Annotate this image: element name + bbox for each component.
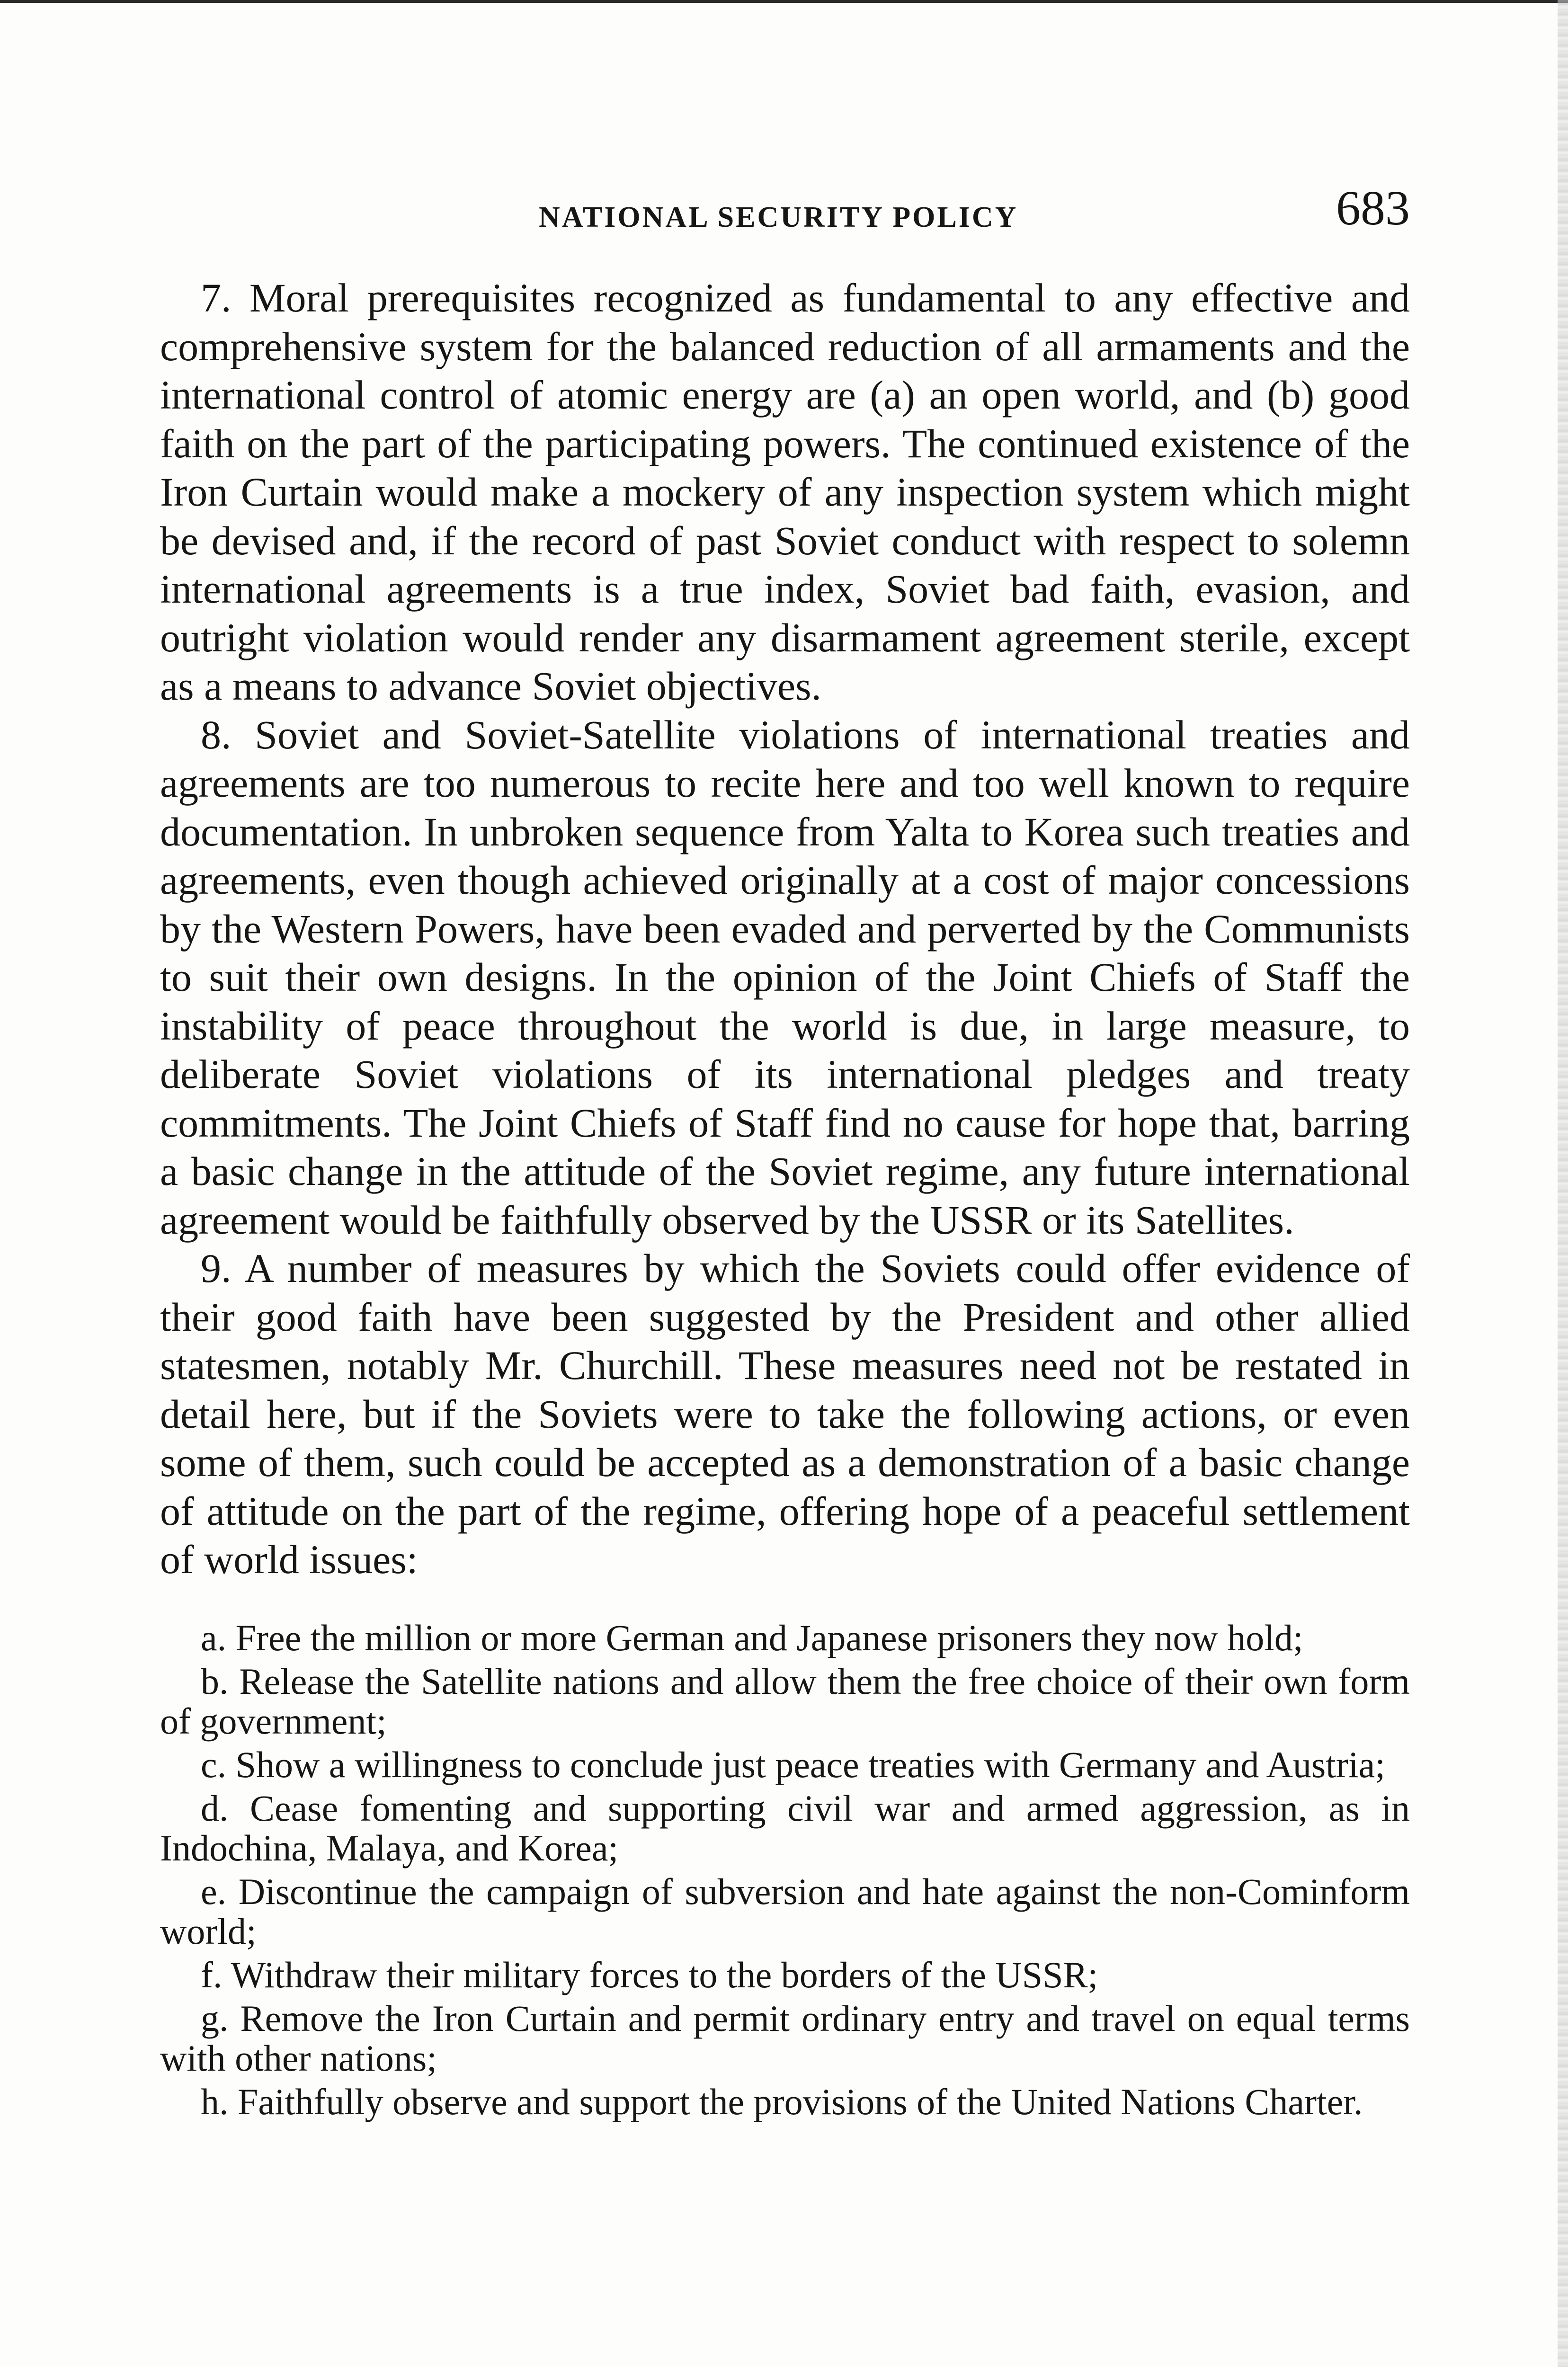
list-item: a. Free the million or more German and Japanese prisoners they now hold; [201, 1617, 1303, 1658]
page-header [160, 180, 1410, 251]
list-item: c. Show a willingness to conclude just peace treaties with Germany and Austria; [201, 1744, 1385, 1785]
top-edge-rule [0, 0, 1568, 3]
list-item: f. Withdraw their military forces to the borders of the USSR; [201, 1954, 1098, 1995]
scanned-page-edge [1558, 0, 1568, 2367]
body-text [160, 274, 1410, 2126]
list-item: e. Discontinue the campaign of subversion and hate against the non-Cominform world; [160, 1870, 1410, 1952]
list-item: b. Release the Satellite nations and allow them the free choice of their own form of government; [160, 1660, 1410, 1742]
list-item: h. Faithfully observe and support the provisions of the United Nations Charter. [201, 2081, 1363, 2122]
list-item: d. Cease fomenting and supporting civil war and armed aggression, as in Indochina, Malaya, and Korea; [160, 1787, 1410, 1869]
paragraph-7: 7. Moral prerequisites recognized as fundamental to any effective and comprehensive system for the balanced reduction of all armaments and the international control of atomic energy are (a) an open world, and (b) good faith on the part of the participating powers. The continued existence of the Iron Curtain would make a mockery of any inspection system which might be devised and, if the record of past Soviet conduct with respect to solemn international agreements is a true index, Soviet bad faith, evasion, and outright violation would render any disarmament agreement sterile, except as a means to advance Soviet objectives. [160, 275, 1410, 709]
list-item: g. Remove the Iron Curtain and permit ordinary entry and travel on equal terms with other nations; [160, 1997, 1410, 2079]
paragraph-9: 9. A number of measures by which the Soviets could offer evidence of their good faith have been suggested by the President and other allied statesmen, notably Mr. Churchill. These measures need not be restated in detail here, but if the Soviets were to take the following actions, or even some of them, such could be accepted as a demonstration of a basic change of attitude on the part of the regime, offering hope of a peaceful settlement of world issues: [160, 1246, 1410, 1582]
running-head: NATIONAL SECURITY POLICY [539, 201, 1018, 233]
measures-list [160, 1618, 1410, 2122]
paragraph-8: 8. Soviet and Soviet-Satellite violations of international treaties and agreements are too numerous to recite here and too well known to require documentation. In unbroken sequence from Yalta to Korea such treaties and agreements, even though achieved originally at a cost of major concessions by the Western Powers, have been evaded and perverted by the Communists to suit their own designs. In the opinion of the Joint Chiefs of Staff the instability of peace throughout the world is due, in large measure, to deliberate Soviet violations of its international pledges and treaty commitments. The Joint Chiefs of Staff find no cause for hope that, barring a basic change in the attitude of the Soviet regime, any future international agreement would be faithfully observed by the USSR or its Satellites. [160, 712, 1410, 1243]
page-number: 683 [1336, 181, 1410, 235]
